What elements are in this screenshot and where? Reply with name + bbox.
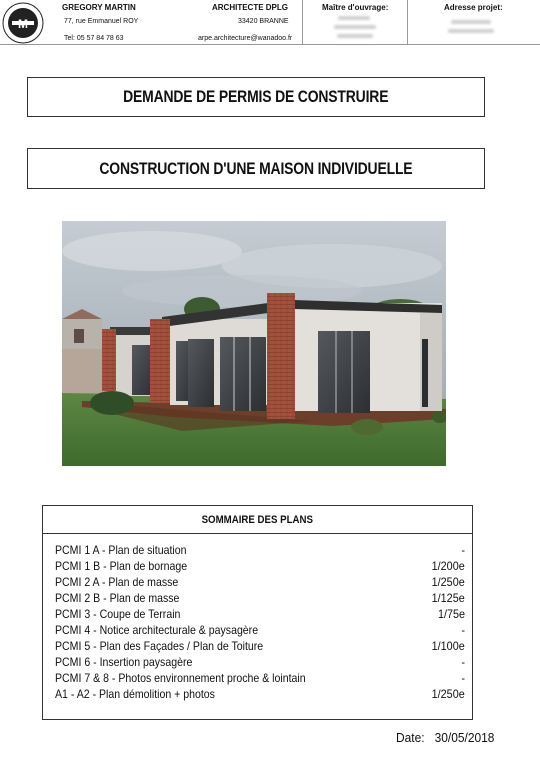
plan-scale: 1/250e bbox=[431, 687, 465, 701]
plan-scale: 1/100e bbox=[431, 639, 465, 653]
logo-letter: M bbox=[18, 17, 28, 31]
plan-label: PCMI 3 - Coupe de Terrain bbox=[55, 607, 181, 621]
architect-email: arpe.architecture@wanadoo.fr bbox=[198, 35, 293, 42]
summary-row bbox=[55, 574, 465, 590]
owner-redacted bbox=[334, 16, 376, 38]
plan-scale: - bbox=[461, 543, 465, 557]
header-rule bbox=[0, 44, 540, 45]
plan-label: A1 - A2 - Plan démolition + photos bbox=[55, 687, 215, 701]
plan-label: PCMI 7 & 8 - Photos environnement proche & lointain bbox=[55, 671, 306, 685]
summary-row bbox=[55, 622, 465, 638]
owner-label: Maître d'ouvrage: bbox=[322, 3, 389, 12]
plan-scale: 1/200e bbox=[431, 559, 465, 573]
plan-label: PCMI 2 B - Plan de masse bbox=[55, 591, 180, 605]
permit-title: DEMANDE DE PERMIS DE CONSTRUIRE bbox=[123, 87, 389, 106]
summary-row bbox=[55, 558, 465, 574]
architect-phone: Tel: 05 57 84 78 63 bbox=[64, 35, 124, 42]
project-address-redacted bbox=[448, 20, 494, 33]
document-date bbox=[396, 730, 494, 745]
plan-scale: 1/250e bbox=[431, 575, 465, 589]
plan-label: PCMI 5 - Plan des Façades / Plan de Toiture bbox=[55, 639, 264, 653]
house-rendering bbox=[62, 221, 446, 466]
summary-row bbox=[55, 686, 465, 702]
architect-title: ARCHITECTE DPLG bbox=[212, 3, 288, 12]
plan-label: PCMI 1 A - Plan de situation bbox=[55, 543, 187, 557]
summary-row bbox=[55, 590, 465, 606]
project-address-label: Adresse projet: bbox=[444, 3, 503, 12]
summary-row bbox=[55, 670, 465, 686]
project-title: CONSTRUCTION D'UNE MAISON INDIVIDUELLE bbox=[99, 158, 413, 178]
project-title-box bbox=[27, 148, 485, 189]
plan-scale: 1/125e bbox=[431, 591, 465, 605]
plan-label: PCMI 2 A - Plan de masse bbox=[55, 575, 179, 589]
header-divider bbox=[302, 0, 303, 44]
architect-city: 33420 BRANNE bbox=[238, 18, 289, 25]
plan-label: PCMI 4 - Notice architecturale & paysagère bbox=[55, 623, 259, 637]
date-value: 30/05/2018 bbox=[434, 730, 495, 745]
plan-scale: - bbox=[461, 671, 465, 685]
architect-logo bbox=[2, 2, 44, 44]
summary-row bbox=[55, 606, 465, 622]
plan-scale: - bbox=[461, 623, 465, 637]
summary-header bbox=[43, 506, 472, 534]
plan-label: PCMI 6 - Insertion paysagère bbox=[55, 655, 193, 669]
summary-list bbox=[55, 542, 465, 702]
date-label: Date: bbox=[396, 730, 425, 745]
architect-name: GREGORY MARTIN bbox=[62, 3, 136, 12]
plans-summary bbox=[42, 505, 473, 720]
summary-row bbox=[55, 542, 465, 558]
summary-row bbox=[55, 638, 465, 654]
summary-title: SOMMAIRE DES PLANS bbox=[201, 513, 314, 526]
plan-scale: - bbox=[461, 655, 465, 669]
plan-label: PCMI 1 B - Plan de bornage bbox=[55, 559, 188, 573]
plan-scale: 1/75e bbox=[437, 607, 465, 621]
header-divider bbox=[407, 0, 408, 44]
architect-street: 77, rue Emmanuel ROY bbox=[64, 18, 139, 25]
permit-title-box bbox=[27, 77, 485, 117]
summary-row bbox=[55, 654, 465, 670]
